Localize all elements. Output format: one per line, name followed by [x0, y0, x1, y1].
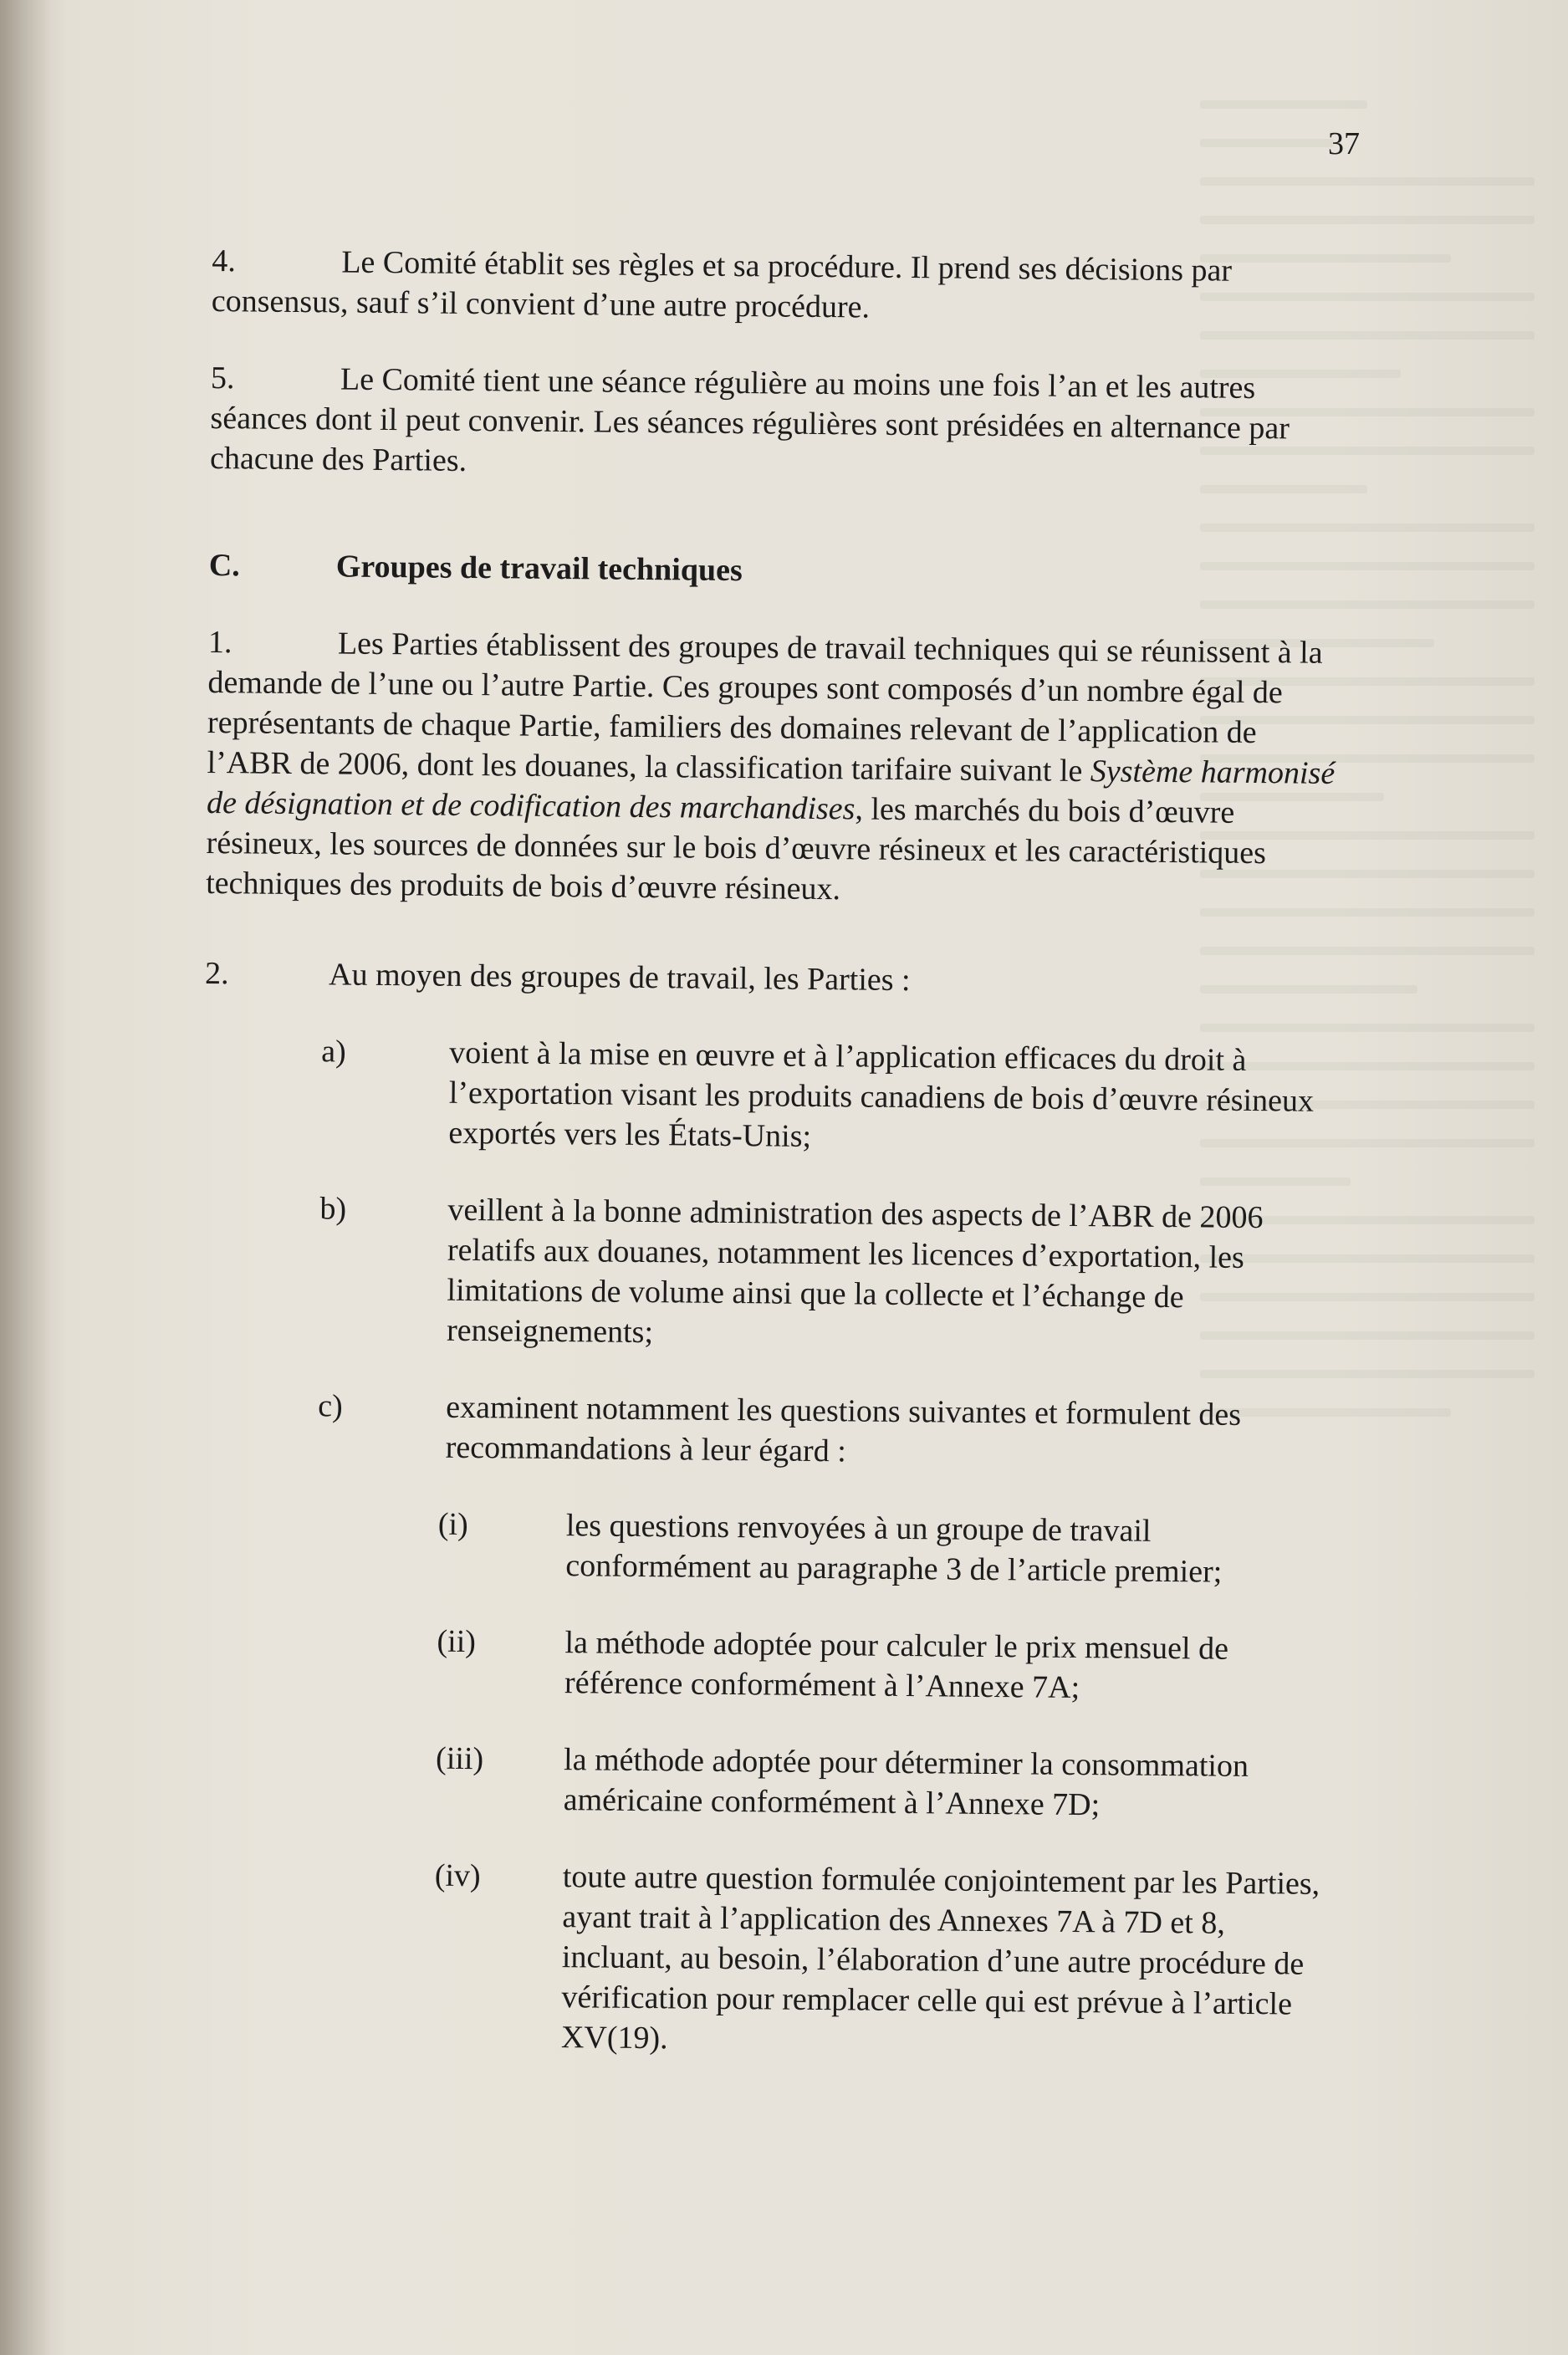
- list-item-b: [202, 1188, 1341, 1359]
- page-body: [195, 117, 1351, 2065]
- sub-item-iii: [197, 1736, 1335, 1827]
- paragraph-number: 2.: [204, 955, 229, 992]
- sub-item-iv: [195, 1853, 1334, 2065]
- sub-item-label: (ii): [437, 1623, 477, 1660]
- sub-item-i: [199, 1502, 1337, 1593]
- page-gutter-shadow: [0, 0, 50, 2355]
- sub-item-label: (i): [437, 1506, 468, 1543]
- paragraph-number: 4.: [212, 243, 237, 279]
- list-label: c): [318, 1388, 343, 1424]
- sub-item-text: les questions renvoyées à un groupe de travail conformément au paragraphe 3 de l’article premier;: [565, 1508, 1223, 1590]
- sub-item-ii: [198, 1619, 1336, 1710]
- sub-item-text: toute autre question formulée conjointement par les Parties, ayant trait à l’application des Annexes 7A à 7D et 8, incluant, au besoin, l’élaboration d’une autre procédure de vérification pour remplacer celle qui est prévue à l’article XV(19).: [560, 1859, 1320, 2056]
- list-item-a: [203, 1030, 1341, 1162]
- list-label: a): [321, 1034, 347, 1070]
- paragraph-1: [206, 622, 1346, 914]
- paragraph-text: Les Parties établissent des groupes de travail techniques qui se réunissent à la demande de l’une ou l’autre Partie. Ces groupes sont composés d’un nombre égal de représentants de chaque Partie, familiers des domaines relevant de l’application de l’ABR de 2006, dont les douanes, la classification tarifaire suivant le: [207, 626, 1323, 789]
- paragraph-4: [212, 241, 1350, 332]
- paragraph-number: 5.: [210, 360, 235, 396]
- sub-item-text: la méthode adoptée pour calculer le prix mensuel de référence conformément à l’Annexe 7A;: [564, 1625, 1229, 1706]
- list-text: examinent notamment les questions suivantes et formulent des recommandations à leur égard :: [445, 1389, 1242, 1469]
- section-title: Groupes de travail techniques: [335, 549, 743, 589]
- page-number: 37: [1328, 126, 1360, 161]
- paragraph-intro: Au moyen des groupes de travail, les Parties :: [328, 957, 911, 999]
- paragraph-5: [210, 358, 1348, 489]
- list-item-c: [201, 1385, 1339, 1476]
- sub-item-label: (iv): [434, 1857, 481, 1894]
- sub-item-text: la méthode adoptée pour déterminer la consommation américaine conformément à l’Annexe 7D;: [563, 1742, 1249, 1823]
- paragraph-text-cont: , les marchés du bois d’œuvre résineux, les sources de données sur le bois d’œuvre résineux et les caractéristiques techniques des produits de bois d’œuvre résineux.: [206, 791, 1267, 907]
- list-text: veillent à la bonne administration des aspects de l’ABR de 2006 relatifs aux douanes, notamment les licences d’exportation, les limitations de volume ainsi que la collecte et l’échange de renseignements;: [446, 1192, 1264, 1351]
- paragraph-text: Le Comité établit ses règles et sa procédure. Il prend ses décisions par consensus, sauf s’il convient d’une autre procédure.: [211, 244, 1233, 325]
- section-letter: C.: [208, 547, 241, 584]
- paragraph-number: 1.: [207, 624, 232, 661]
- paragraph-text: Le Comité tient une séance régulière au moins une fois l’an et les autres séances dont il peut convenir. Les séances régulières sont présidées en alternance par chacune des Parties.: [209, 361, 1290, 478]
- sub-item-label: (iii): [435, 1740, 484, 1777]
- list-label: b): [319, 1191, 347, 1227]
- paragraph-italic-text: Système harmonisé de désignation et de codification des marchandises: [206, 753, 1336, 827]
- list-text: voient à la mise en œuvre et à l’application efficaces du droit à l’exportation visant les produits canadiens de bois d’œuvre résineux exportés vers les États-Unis;: [448, 1034, 1315, 1154]
